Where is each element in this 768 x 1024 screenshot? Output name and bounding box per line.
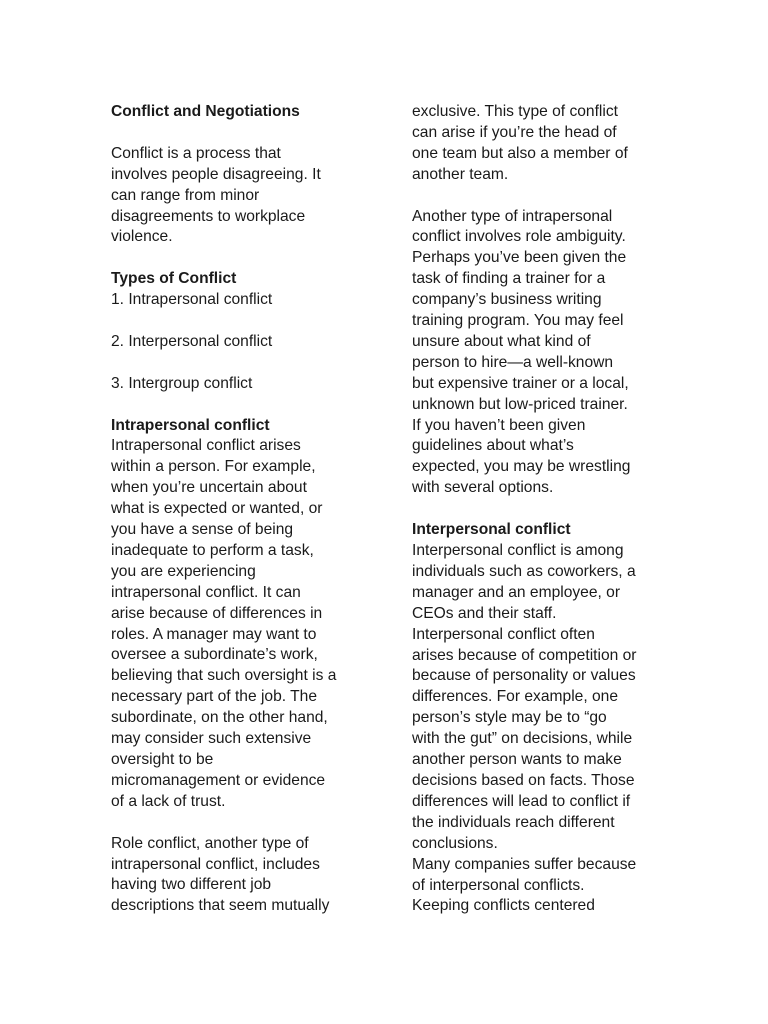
text-line: Role conflict, another type of [111, 834, 309, 852]
text-line: one team but also a member of [412, 144, 628, 162]
text-line: 1. Intrapersonal conflict [111, 291, 273, 309]
right-column [412, 102, 674, 917]
text-line: may consider such extensive [111, 730, 312, 748]
text-line: intrapersonal conflict. It can [111, 583, 301, 601]
text-line: Interpersonal conflict is among [412, 542, 624, 559]
text-line: task of finding a trainer for a [412, 270, 606, 288]
blank-line [111, 248, 373, 269]
text-line: company’s business writing [412, 291, 602, 309]
text-line: inadequate to perform a task, [111, 541, 314, 559]
blank-line [111, 395, 373, 416]
text-line: with the gut” on decisions, while [412, 730, 633, 748]
text-line: oversight to be [111, 751, 214, 769]
blank-line [111, 311, 373, 332]
text-line: involves people disagreeing. It [111, 165, 321, 183]
text-line: what is expected or wanted, or [111, 500, 323, 518]
text-line: 3. Intergroup conflict [111, 374, 253, 392]
text-line: conflict involves role ambiguity. [412, 228, 626, 246]
text-line: differences. For example, one [412, 688, 619, 706]
text-line: the individuals reach different [412, 813, 615, 831]
text-line: another team. [412, 165, 509, 183]
text-line: training program. You may feel [412, 312, 624, 330]
text-line: of interpersonal conflicts. [412, 876, 585, 894]
text-line: arises because of competition or [412, 646, 637, 664]
text-line: of a lack of trust. [111, 792, 226, 810]
text-line: individuals such as coworkers, a [412, 562, 636, 580]
text-line: but expensive trainer or a local, [412, 374, 629, 392]
text-line: arise because of differences in [111, 604, 323, 622]
text-line: Interpersonal conflict often [412, 625, 595, 643]
text-line: Many companies suffer because [412, 855, 637, 873]
text-line: with several options. [412, 479, 554, 497]
text-line: another person wants to make [412, 751, 622, 769]
blank-line [412, 499, 674, 520]
text-line: can arise if you’re the head of [412, 123, 617, 141]
text-line: violence. [111, 228, 173, 246]
text-line: having two different job [111, 876, 272, 894]
section-heading: Conflict and Negotiations [111, 103, 300, 120]
blank-line [111, 813, 373, 834]
text-line: micromanagement or evidence [111, 771, 326, 789]
blank-line [111, 353, 373, 374]
text-line: person’s style may be to “go [412, 709, 607, 727]
section-heading: Types of Conflict [111, 270, 237, 288]
text-line: Keeping conflicts centered [412, 897, 595, 915]
text-line: manager and an employee, or [412, 583, 621, 601]
blank-line [111, 123, 373, 144]
text-line: differences will lead to conflict if [412, 792, 631, 810]
text-line: when you’re uncertain about [111, 479, 307, 497]
left-column [111, 102, 373, 917]
text-line: within a person. For example, [111, 458, 316, 476]
text-line: can range from minor [111, 186, 260, 204]
text-line: person to hire—a well-known [412, 353, 614, 371]
text-line: you have a sense of being [111, 521, 294, 539]
text-line: Perhaps you’ve been given the [412, 249, 627, 267]
text-line: disagreements to workplace [111, 207, 306, 225]
text-line: exclusive. This type of conflict [412, 103, 618, 120]
text-line: guidelines about what’s [412, 437, 574, 455]
text-line: roles. A manager may want to [111, 625, 317, 643]
text-line: unknown but low-priced trainer. [412, 395, 628, 413]
text-line: If you haven’t been given [412, 416, 586, 434]
section-heading: Interpersonal conflict [412, 521, 571, 539]
text-line: decisions based on facts. Those [412, 771, 635, 789]
text-line: unsure about what kind of [412, 332, 591, 350]
text-line: 2. Interpersonal conflict [111, 332, 273, 350]
blank-line [412, 186, 674, 207]
text-line: intrapersonal conflict, includes [111, 855, 320, 873]
section-heading: Intrapersonal conflict [111, 416, 270, 434]
text-line: subordinate, on the other hand, [111, 709, 328, 727]
text-line: CEOs and their staff. [412, 604, 557, 622]
text-line: expected, you may be wrestling [412, 458, 631, 476]
text-line: necessary part of the job. The [111, 688, 318, 706]
text-line: you are experiencing [111, 562, 256, 580]
text-line: because of personality or values [412, 667, 636, 685]
text-line: conclusions. [412, 834, 498, 852]
text-line: oversee a subordinate’s work, [111, 646, 318, 664]
text-line: Intrapersonal conflict arises [111, 437, 301, 455]
text-line: Conflict is a process that [111, 144, 281, 162]
text-line: believing that such oversight is a [111, 667, 337, 685]
text-line: Another type of intrapersonal [412, 207, 613, 225]
text-line: descriptions that seem mutually [111, 897, 330, 915]
